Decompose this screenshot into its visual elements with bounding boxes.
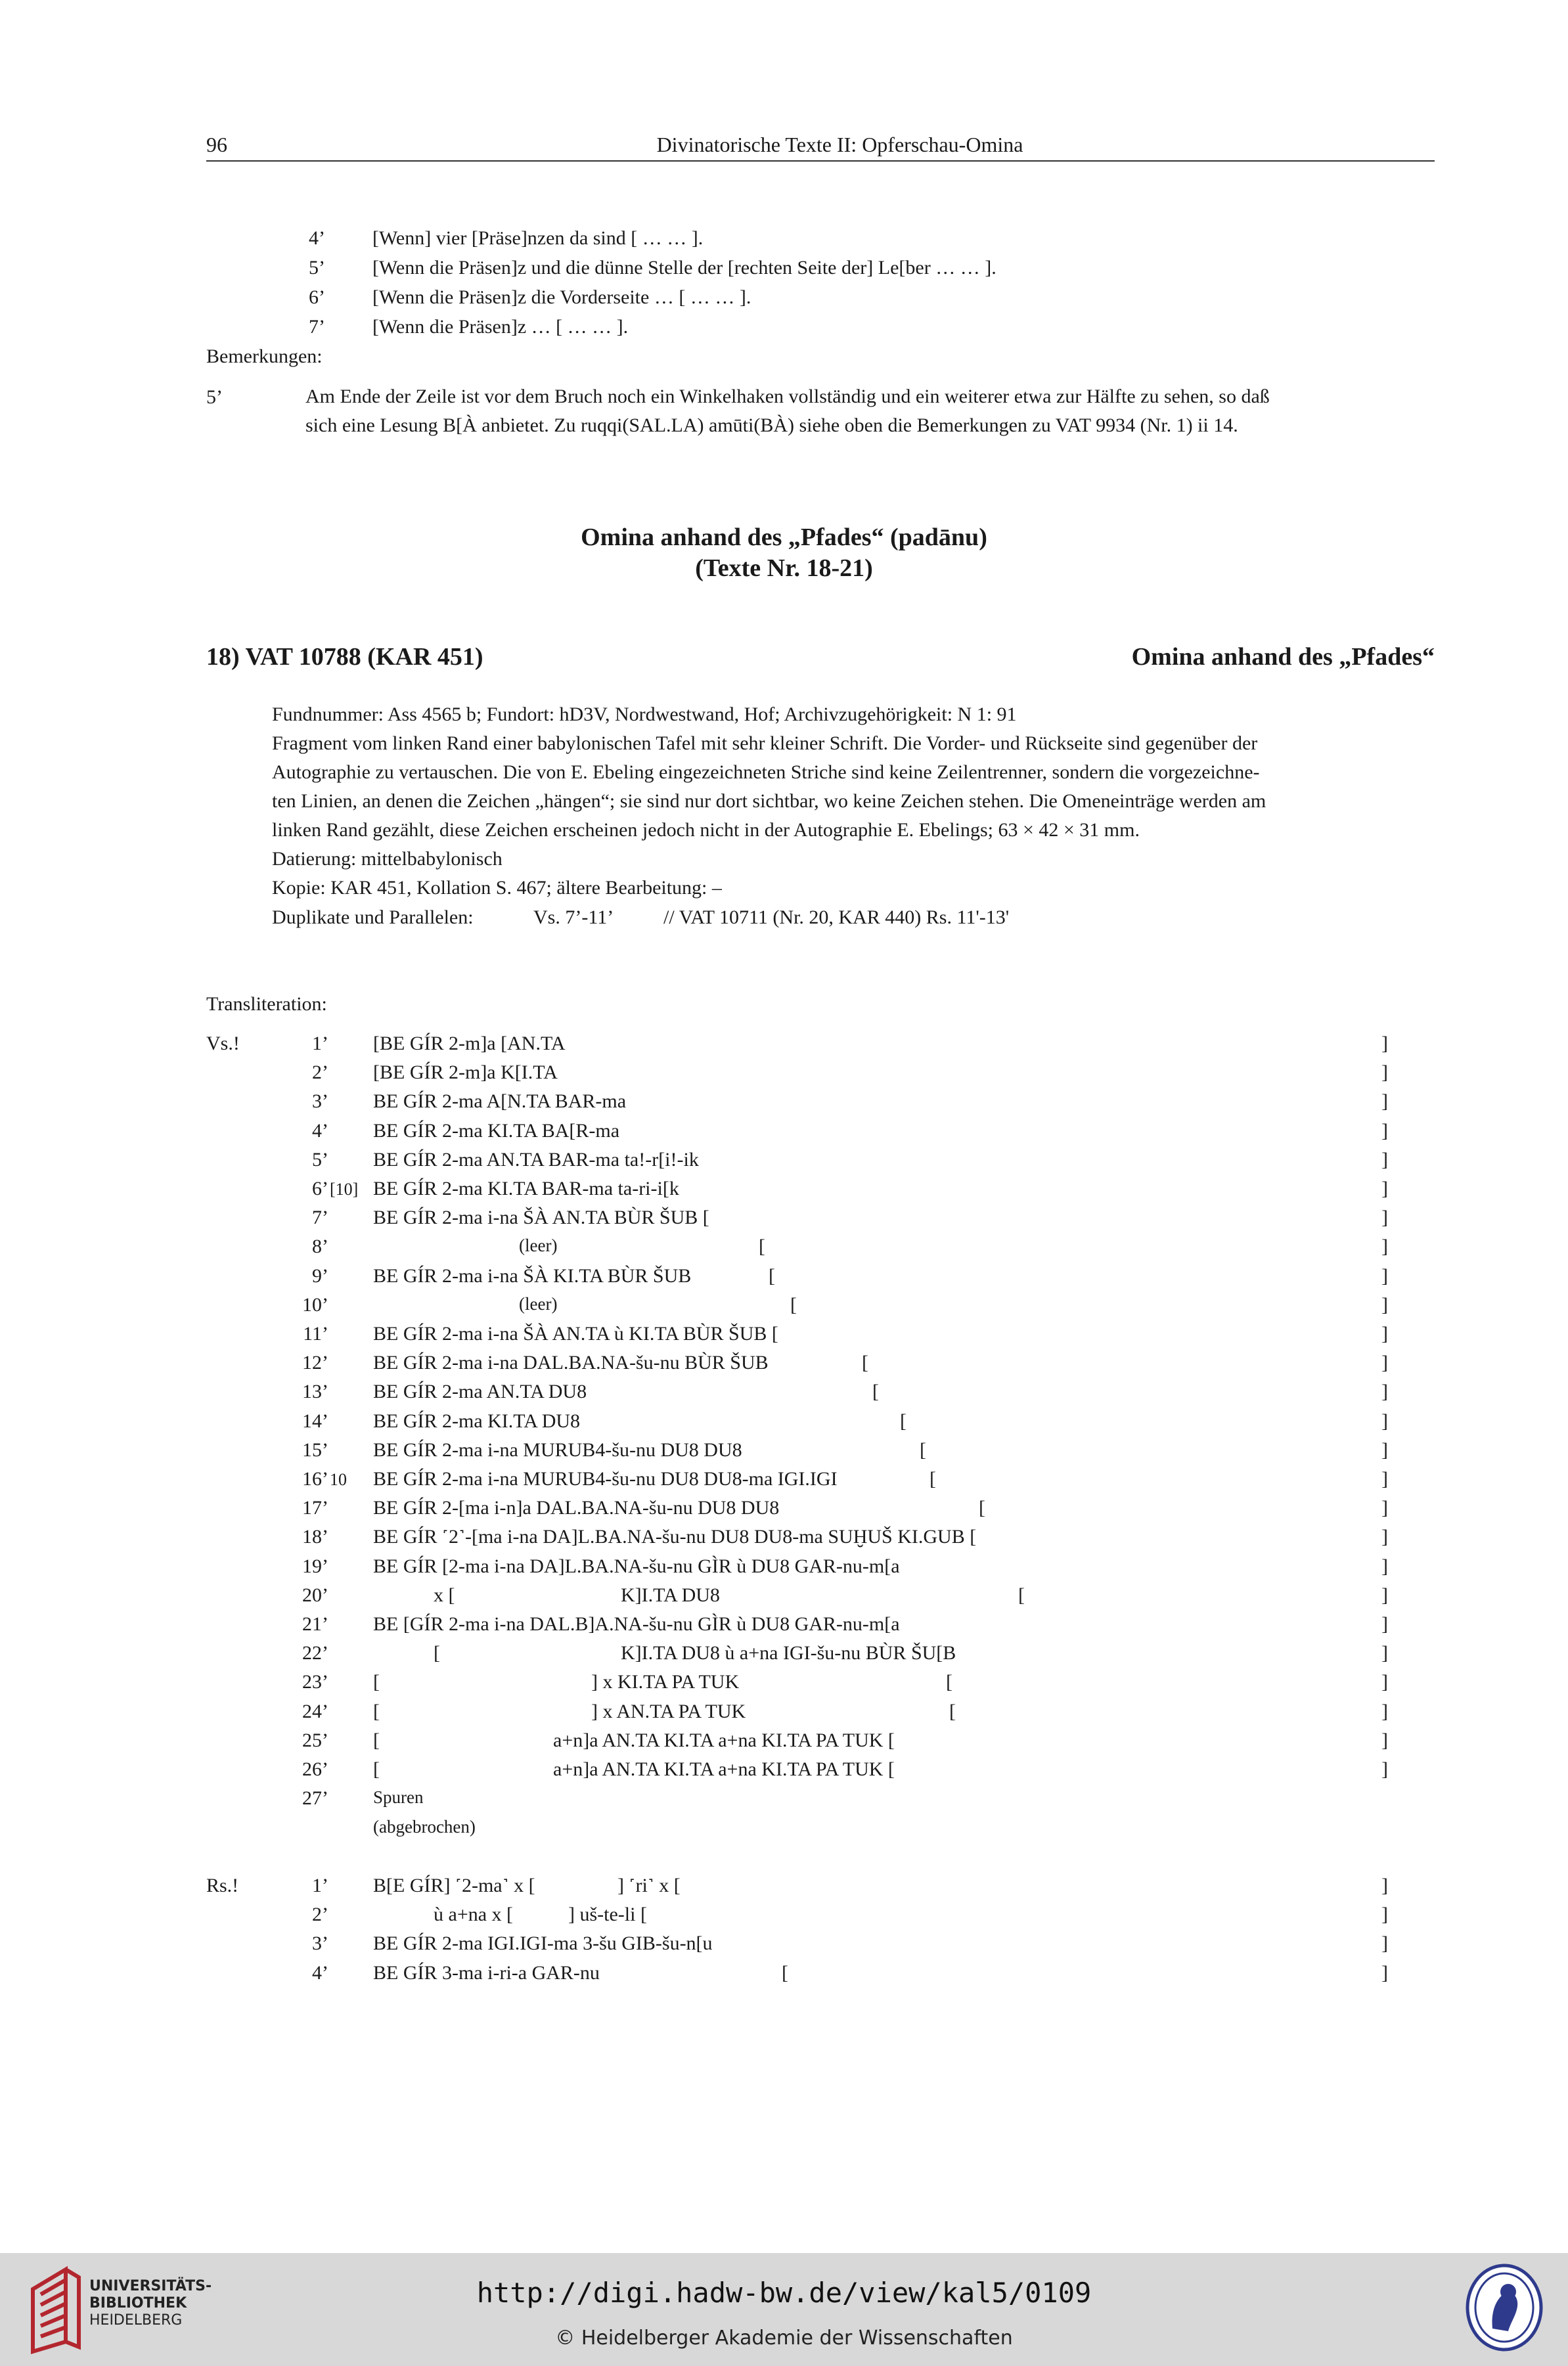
- line-number: 1’: [312, 1033, 328, 1054]
- transliteration-text: [BE GÍR 2-m]a K[I.TA: [373, 1061, 558, 1084]
- line-end-bracket: ]: [1381, 1119, 1388, 1142]
- prev-line-num: 7’: [309, 316, 325, 338]
- line-end-bracket: ]: [1381, 1236, 1388, 1258]
- line-end-bracket: ]: [1381, 1352, 1388, 1374]
- transliteration-text: BE GÍR 2-[ma i-n]a DAL.BA.NA-šu-nu DU8 DU8: [373, 1497, 780, 1519]
- header-rule: [206, 160, 1435, 162]
- library-line: BIBLIOTHEK: [89, 2295, 187, 2311]
- line-number: 19’: [302, 1555, 328, 1577]
- remark-line: Am Ende der Zeile ist vor dem Bruch noch ein Winkelhaken vollständig und ein weiterer etwa zur Hälfte zu sehen, so daß: [305, 386, 1270, 407]
- line-end-bracket: ]: [1381, 1729, 1388, 1751]
- transliteration-text: [: [1018, 1584, 1025, 1606]
- transliteration-text: BE GÍR 2-ma i-na ŠÀ KI.TA BÙR ŠUB: [373, 1264, 692, 1287]
- reverse-label: Rs.!: [206, 1875, 239, 1896]
- line-end-bracket: ]: [1381, 1148, 1388, 1171]
- line-end-bracket: ]: [1381, 1323, 1388, 1345]
- transliteration-text: BE GÍR 2-ma i-na DAL.BA.NA-šu-nu BÙR ŠUB: [373, 1352, 769, 1374]
- transliteration-text: BE GÍR 2-ma KI.TA DU8: [373, 1410, 581, 1432]
- transliteration-text: ù a+na x [: [434, 1904, 514, 1926]
- transliteration-text: [: [769, 1264, 775, 1287]
- prev-line-num: 6’: [309, 286, 325, 308]
- transliteration-text: BE GÍR 2-ma AN.TA BAR-ma ta!-r[i!-ik: [373, 1148, 699, 1171]
- line-number-extra: 10: [330, 1470, 347, 1489]
- line-end-bracket: ]: [1381, 1671, 1388, 1693]
- transliteration-text: a+n]a AN.TA KI.TA a+na KI.TA PA TUK [: [553, 1758, 895, 1780]
- transliteration-text: BE GÍR 2-ma i-na ŠÀ AN.TA BÙR ŠUB [: [373, 1207, 709, 1229]
- prev-line-text: [Wenn die Präsen]z die Vorderseite … [ … … ].: [372, 286, 751, 308]
- duplicates-value: // VAT 10711 (Nr. 20, KAR 440) Rs. 11'-13': [663, 906, 1010, 928]
- transliteration-text: [: [373, 1729, 380, 1751]
- line-end-bracket: ]: [1381, 1468, 1388, 1490]
- transliteration-text: BE GÍR [2-ma i-na DA]L.BA.NA-šu-nu GÌR ù DU8 GAR-nu-m[a: [373, 1555, 900, 1577]
- remarks-label: Bemerkungen:: [206, 346, 323, 367]
- transliteration-text: [: [872, 1381, 879, 1403]
- transliteration-text: [: [920, 1439, 926, 1461]
- info-line: Kopie: KAR 451, Kollation S. 467; ältere Bearbeitung: –: [272, 877, 722, 899]
- line-number: 4’: [312, 1961, 328, 1984]
- page-number: 96: [206, 133, 227, 156]
- line-end-bracket: ]: [1381, 1293, 1388, 1316]
- line-end-bracket: ]: [1381, 1439, 1388, 1461]
- transliteration-text: [: [373, 1758, 380, 1780]
- line-end-bracket: ]: [1381, 1090, 1388, 1113]
- transliteration-text: K]I.TA DU8 ù a+na IGI-šu-nu BÙR ŠU[B: [621, 1642, 956, 1664]
- line-end-bracket: ]: [1381, 1526, 1388, 1548]
- line-number: 3’: [312, 1932, 328, 1955]
- line-end-bracket: ]: [1381, 1033, 1388, 1054]
- line-number-extra: [10]: [330, 1180, 359, 1199]
- line-end-bracket: ]: [1381, 1264, 1388, 1287]
- transliteration-text: [: [782, 1961, 788, 1984]
- line-number: 12’: [302, 1352, 328, 1374]
- line-end-bracket: ]: [1381, 1875, 1388, 1896]
- line-end-bracket: ]: [1381, 1410, 1388, 1432]
- transliteration-text: (leer): [519, 1293, 558, 1314]
- transliteration-text: [: [759, 1236, 765, 1258]
- line-end-bracket: ]: [1381, 1613, 1388, 1635]
- info-line: Datierung: mittelbabylonisch: [272, 848, 503, 870]
- prev-line-num: 4’: [309, 227, 325, 249]
- line-number: 7’: [312, 1207, 328, 1229]
- transliteration-text: x [: [434, 1584, 455, 1606]
- running-title: Divinatorische Texte II: Opferschau-Omina: [656, 133, 1023, 156]
- transliteration-text: BE GÍR 3-ma i-ri-a GAR-nu: [373, 1961, 600, 1984]
- line-number: 16’: [302, 1468, 328, 1490]
- line-end-bracket: ]: [1381, 1061, 1388, 1084]
- transliteration-text: [: [373, 1700, 380, 1722]
- transliteration-text: [: [862, 1352, 868, 1374]
- transliteration-text: K]I.TA DU8: [621, 1584, 720, 1606]
- duplicates-value: Vs. 7’-11’: [533, 906, 614, 928]
- transliteration-text: BE GÍR 2-ma i-na MURUB4-šu-nu DU8 DU8-ma IGI.IGI: [373, 1468, 838, 1490]
- transliteration-text: [: [946, 1671, 952, 1693]
- line-number: 27’: [302, 1787, 328, 1810]
- line-end-bracket: ]: [1381, 1178, 1388, 1199]
- academy-seal-icon: [1465, 2263, 1544, 2352]
- line-number: 9’: [312, 1264, 328, 1287]
- transliteration-text: [: [434, 1642, 440, 1664]
- line-end-bracket: ]: [1381, 1961, 1388, 1984]
- info-line: Autographie zu vertauschen. Die von E. Ebeling eingezeichneten Striche sind keine Zeilentrenner, sondern die vorgezeichne-: [272, 761, 1260, 783]
- line-number: 18’: [302, 1526, 328, 1548]
- transliteration-text: [: [949, 1700, 956, 1722]
- transliteration-text: ] uš-te-li [: [568, 1904, 647, 1926]
- transliteration-text: ] x KI.TA PA TUK: [591, 1671, 740, 1693]
- line-number: 21’: [302, 1613, 328, 1635]
- prev-line-num: 5’: [309, 257, 325, 279]
- line-end-bracket: ]: [1381, 1904, 1388, 1926]
- transliteration-text: (leer): [519, 1236, 558, 1256]
- line-number: 20’: [302, 1584, 328, 1606]
- section-title: Omina anhand des „Pfades“ (padānu): [581, 524, 987, 551]
- transliteration-text: BE GÍR 2-ma KI.TA BAR-ma ta-ri-i[k: [373, 1178, 679, 1199]
- line-number: 1’: [312, 1875, 328, 1896]
- line-number: 4’: [312, 1119, 328, 1142]
- transliteration-text: [: [373, 1671, 380, 1693]
- line-end-bracket: ]: [1381, 1758, 1388, 1780]
- text-info-block: [272, 700, 1435, 903]
- line-end-bracket: ]: [1381, 1555, 1388, 1577]
- transliteration-text: [: [930, 1468, 936, 1490]
- line-number: 13’: [302, 1381, 328, 1403]
- line-number: 6’: [312, 1178, 328, 1199]
- remark-line-num: 5’: [206, 386, 223, 408]
- duplicates-label: Duplikate und Parallelen:: [272, 906, 474, 928]
- transliteration-text: a+n]a AN.TA KI.TA a+na KI.TA PA TUK [: [553, 1729, 895, 1751]
- info-line: Fundnummer: Ass 4565 b; Fundort: hD3V, Nordwestwand, Hof; Archivzugehörigkeit: N 1: 91: [272, 703, 1017, 725]
- library-line: UNIVERSITÄTS-: [89, 2278, 212, 2294]
- transliteration-label: Transliteration:: [206, 993, 327, 1015]
- copyright-notice: © Heidelberger Akademie der Wissenschaften: [555, 2327, 1013, 2350]
- transliteration-text: [: [900, 1410, 907, 1432]
- transliteration-text: ] x AN.TA PA TUK: [591, 1700, 746, 1722]
- transliteration-text: BE [GÍR 2-ma i-na DAL.B]A.NA-šu-nu GÌR ù DU8 GAR-nu-m[a: [373, 1613, 900, 1635]
- line-number: 2’: [312, 1061, 328, 1084]
- transliteration-text: BE GÍR 2-ma A[N.TA BAR-ma: [373, 1090, 627, 1113]
- obverse-label: Vs.!: [206, 1033, 240, 1054]
- line-number: 23’: [302, 1671, 328, 1693]
- transliteration-text: BE GÍR 2-ma IGI.IGI-ma 3-šu GIB-šu-n[u: [373, 1932, 713, 1955]
- prev-line-text: [Wenn die Präsen]z … [ … … ].: [372, 316, 629, 338]
- line-end-bracket: ]: [1381, 1584, 1388, 1606]
- info-line: linken Rand gezählt, diese Zeichen erscheinen jedoch nicht in der Autographie E. Ebelings; 63 × 42 × 31 mm.: [272, 819, 1140, 841]
- text-heading-topic: Omina anhand des „Pfades“: [1131, 643, 1435, 671]
- line-number: 26’: [302, 1758, 328, 1780]
- line-end-bracket: ]: [1381, 1381, 1388, 1403]
- line-end-bracket: ]: [1381, 1932, 1388, 1955]
- line-end-bracket: ]: [1381, 1497, 1388, 1519]
- transliteration-text: ] ˹ri˺ x [: [617, 1875, 681, 1896]
- transliteration-text: [BE GÍR 2-m]a [AN.TA: [373, 1033, 566, 1054]
- transliteration-text: BE GÍR 2-ma KI.TA BA[R-ma: [373, 1119, 620, 1142]
- section-subtitle: (Texte Nr. 18-21): [695, 554, 873, 582]
- transliteration-text: Spuren: [373, 1787, 424, 1808]
- transliteration-text: B[E GÍR] ˹2-ma˺ x [: [373, 1875, 535, 1896]
- line-number: 15’: [302, 1439, 328, 1461]
- line-end-bracket: ]: [1381, 1207, 1388, 1229]
- transliteration-text: BE GÍR 2-ma AN.TA DU8: [373, 1381, 587, 1403]
- line-number: 24’: [302, 1700, 328, 1722]
- transliteration-text: BE GÍR ˹2˺-[ma i-na DA]L.BA.NA-šu-nu DU8 DU8-ma SUḪUŠ KI.GUB [: [373, 1526, 977, 1548]
- line-end-bracket: ]: [1381, 1700, 1388, 1722]
- transliteration-text: BE GÍR 2-ma i-na MURUB4-šu-nu DU8 DU8: [373, 1439, 742, 1461]
- remark-text: [305, 382, 1435, 440]
- line-number: 8’: [312, 1236, 328, 1258]
- line-number: 11’: [303, 1323, 328, 1345]
- prev-line-text: [Wenn] vier [Präse]nzen da sind [ … … ].: [372, 227, 704, 249]
- remark-line: sich eine Lesung B[À anbietet. Zu ruqqi(SAL.LA) amūti(BÀ) siehe oben die Bemerkungen zu VAT 9934 (Nr. 1) ii 14.: [305, 414, 1238, 436]
- transliteration-text: BE GÍR 2-ma i-na ŠÀ AN.TA ù KI.TA BÙR ŠUB [: [373, 1323, 778, 1345]
- transliteration-text: [: [979, 1497, 985, 1519]
- line-number: 25’: [302, 1729, 328, 1751]
- line-end-bracket: ]: [1381, 1642, 1388, 1664]
- broken-note: (abgebrochen): [373, 1817, 476, 1837]
- line-number: 2’: [312, 1904, 328, 1926]
- source-url-link[interactable]: http://digi.hadw-bw.de/view/kal5/0109: [476, 2277, 1092, 2309]
- line-number: 10’: [302, 1293, 328, 1316]
- text-heading: 18) VAT 10788 (KAR 451): [206, 643, 483, 671]
- library-line: HEIDELBERG: [89, 2312, 183, 2329]
- prev-line-text: [Wenn die Präsen]z und die dünne Stelle der [rechten Seite der] Le[ber … … ].: [372, 257, 997, 279]
- line-number: 22’: [302, 1642, 328, 1664]
- line-number: 3’: [312, 1090, 328, 1113]
- transliteration-text: [: [790, 1293, 797, 1316]
- line-number: 17’: [302, 1497, 328, 1519]
- line-number: 5’: [312, 1148, 328, 1171]
- line-number: 14’: [302, 1410, 328, 1432]
- info-line: Fragment vom linken Rand einer babylonischen Tafel mit sehr kleiner Schrift. Die Vorder- und Rückseite sind gegenüber der: [272, 732, 1258, 754]
- info-line: ten Linien, an denen die Zeichen „hängen“; sie sind nur dort sichtbar, wo keine Zeichen stehen. Die Omeneinträge werden am: [272, 790, 1266, 812]
